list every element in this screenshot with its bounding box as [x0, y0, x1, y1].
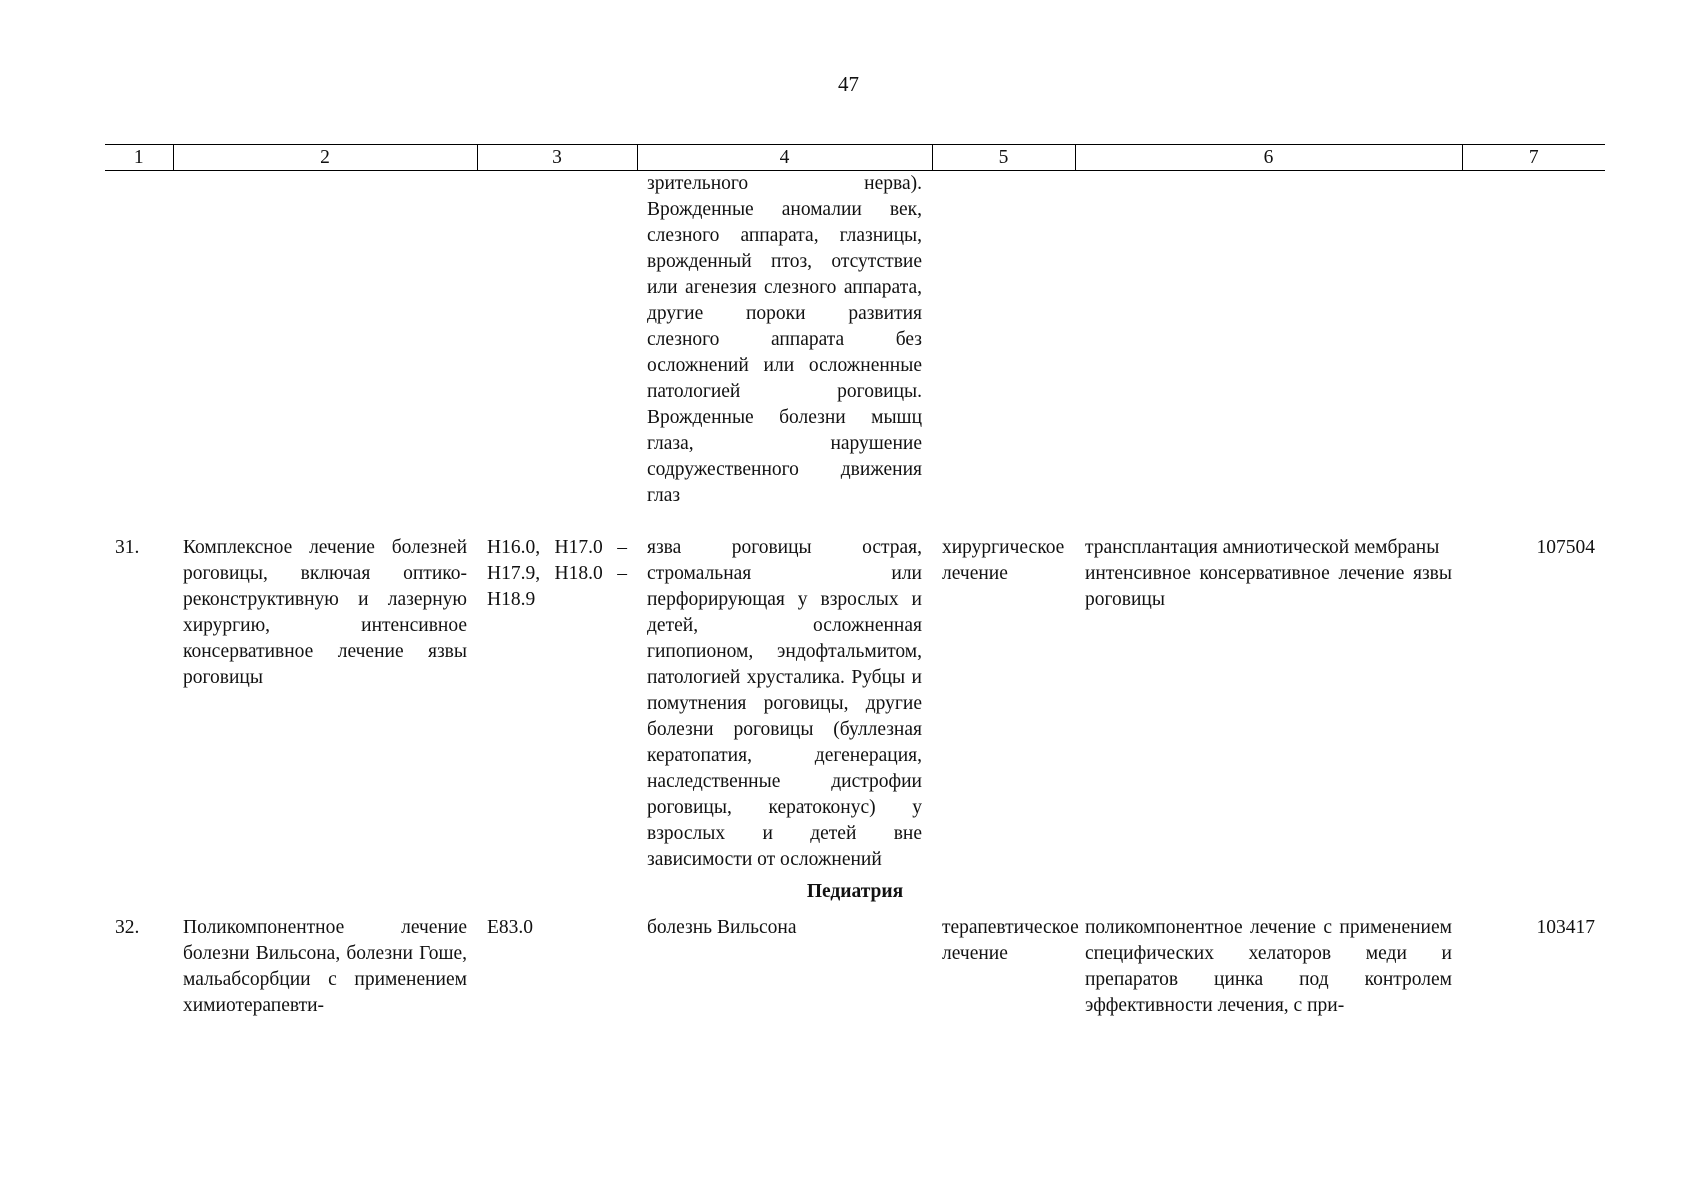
treatment-type: хирургическое лечение: [942, 537, 1065, 584]
column-header-4: 4: [637, 145, 932, 171]
treatment-methods: [1075, 915, 1462, 1019]
column-header-3: 3: [477, 145, 637, 171]
services-table: [105, 144, 1605, 1019]
column-header-1: 1: [105, 145, 173, 171]
diagnosis-text: язва роговицы острая, стромальная или перфорирующая у взрослых и детей, осложненная гипопионом, эндофтальмитом, патологией хрусталика. Рубцы и помутнения роговицы, другие болезни роговицы (буллезная кератопатия, дегенерация, наследственные дистрофии роговицы, кератоконус) у взрослых и детей вне зависимости от осложнений: [647, 537, 922, 870]
cost-value: 103417: [1536, 917, 1595, 938]
treatment-type: терапевтическое лечение: [942, 917, 1079, 964]
column-header-7: 7: [1462, 145, 1605, 171]
column-number-row: [105, 145, 1605, 171]
row-number: 32.: [115, 917, 140, 938]
icd-codes: E83.0: [487, 917, 534, 938]
column-header-2: 2: [173, 145, 477, 171]
column-header-6: 6: [1075, 145, 1462, 171]
table-row-31: [105, 535, 1605, 873]
continued-diagnosis-text: зрительного нерва). Врожденные аномалии век, слезного аппарата, глазницы, врожденный птоз, отсутствие или агенезия слезного аппарата, другие пороки развития слезного аппарата без осложнений или осложненные патологией роговицы. Врожденные болезни мышц глаза, нарушение содружественного движения глаз: [647, 173, 922, 506]
diagnosis-text: болезнь Вильсона: [647, 917, 797, 938]
treatment-method-2: интенсивное консервативное лечение язвы роговицы: [1085, 563, 1452, 610]
service-name: Комплексное лечение болезней роговицы, включая оптико-реконструктивную и лазерную хирургию, интенсивное консервативное лечение язвы роговицы: [183, 537, 467, 688]
cost-value: 107504: [1536, 537, 1595, 558]
section-row: [105, 873, 1605, 915]
treatment-method-1: поликомпонентное лечение с применением специфических хелаторов меди и препаратов цинка под контролем эффективности лечения, с при-: [1085, 917, 1452, 1016]
page-number: 47: [838, 72, 859, 96]
treatment-method-1: трансплантация амниотической мембраны: [1085, 537, 1440, 558]
treatment-methods: [1075, 535, 1462, 873]
section-title: Педиатрия: [806, 881, 904, 902]
service-name: Поликомпонентное лечение болезни Вильсона, болезни Гоше, мальабсорбции с применением химиотерапевти-: [183, 917, 467, 1016]
row-number: 31.: [115, 537, 140, 558]
column-header-5: 5: [932, 145, 1075, 171]
icd-codes: H16.0, H17.0 – H17.9, H18.0 – H18.9: [487, 537, 627, 610]
table-row-32: [105, 915, 1605, 1019]
continuation-row: [105, 171, 1605, 510]
